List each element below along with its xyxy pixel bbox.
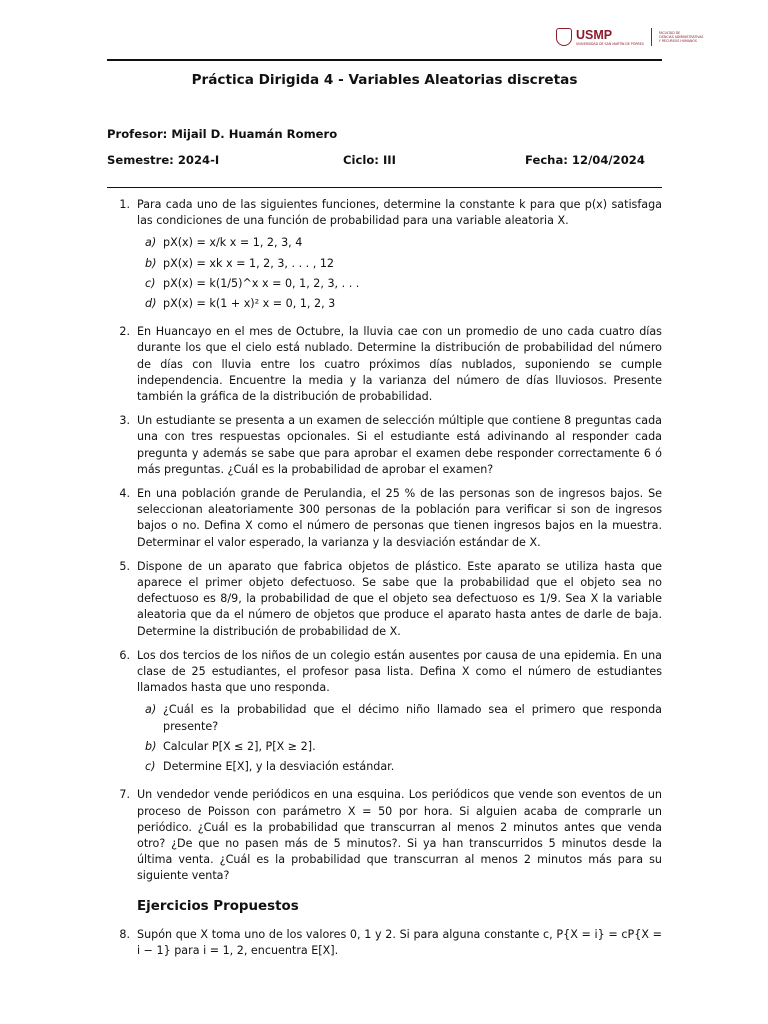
header-rule bbox=[107, 59, 662, 61]
subitem: b) Calcular P[X ≤ 2], P[X ≥ 2]. bbox=[145, 739, 316, 753]
subitem: b) pX(x) = xk x = 1, 2, 3, . . . , 12 bbox=[145, 256, 335, 270]
subitem: a) pX(x) = x/k x = 1, 2, 3, 4 bbox=[145, 236, 303, 250]
subitem: c) Determine E[X], y la desviación estándar. bbox=[145, 760, 395, 774]
problem-list bbox=[107, 197, 662, 967]
problem-2: 2. En Huancayo en el mes de Octubre, la lluvia cae con un promedio de uno cada cuatro días durante los que el cielo está nublado. Determine la distribución de probabilidad del número de días con lluvia entre los cuatro próximos días nublados, suponiendo se cumple independencia. Encuentre la media y la varianza del número de días lluviosos. Presente también la gráfica de la distribución de probabilidad. bbox=[107, 324, 662, 405]
problem-4: 4. En una población grande de Perulandia, el 25 % de las personas son de ingresos bajos. Se seleccionan aleatoriamente 300 personas de la población para verificar si son de ingresos bajos o no. Defina X como el número de personas que tienen ingresos bajos en la muestra. Determinar el valor esperado, la varianza y la desviación estándar de X. bbox=[107, 486, 662, 551]
semestre-line: Semestre: 2024-I bbox=[107, 153, 220, 167]
document-title: Práctica Dirigida 4 - Variables Aleatorias discretas bbox=[191, 72, 578, 88]
logo-text: USMP bbox=[576, 27, 613, 42]
logo-subtitle: UNIVERSIDAD DE SAN MARTÍN DE PORRES bbox=[576, 41, 644, 46]
problem-text: Para cada uno de las siguientes funciones, determine la constante k para que p(x) satisfaga las condiciones de una función de probabilidad para una variable aleatoria X. bbox=[137, 198, 662, 228]
logo-faculty: FACULTAD DE CIENCIAS ADMINISTRATIVAS Y RECURSOS HUMANOS bbox=[658, 31, 704, 43]
problem-text: En una población grande de Perulandia, el 25 % de las personas son de ingresos bajos. Se seleccionan aleatoriamente 300 personas de la población para verificar si son de ingresos bajos o no. Defina X como el número de personas que tienen ingresos bajos en la muestra. Determinar el valor esperado, la varianza y la desviación estándar de X. bbox=[137, 487, 662, 549]
problem-7: 7. Un vendedor vende periódicos en una esquina. Los periódicos que vende son eventos de un proceso de Poisson con parámetro X = 50 por hora. Si alguien acaba de comprarle un periódico. ¿Cuál es la probabilidad que transcurran al menos 2 minutos antes que venda otro? ¿De que no pasen más de 5 minutos?. Si ya han transcurridos 5 minutos desde la última venta. ¿Cuál es la probabilidad que transcurran al menos 2 minutos más para su siguiente venta? bbox=[107, 787, 662, 884]
section-title: Ejercicios Propuestos bbox=[137, 898, 299, 914]
problem-6: 6. Los dos tercios de los niños de un colegio están ausentes por causa de una epidemia. En una clase de 25 estudiantes, el profesor pasa lista. Defina X como el número de estudiantes llamados hasta que uno responda. a) ¿Cuál es la probabilidad que el décimo niño llamado sea el primero que responda presente? b) Calcular P[X ≤ 2], P[X ≥ 2]. c) Determine E[X], y la desviación estándar. bbox=[107, 648, 662, 779]
profesor-line: Profesor: Mijail D. Huamán Romero bbox=[107, 127, 338, 141]
logo-divider bbox=[651, 28, 652, 46]
problem-text: Los dos tercios de los niños de un colegio están ausentes por causa de una epidemia. En una clase de 25 estudiantes, el profesor pasa lista. Defina X como el número de estudiantes llamados hasta que uno responda. bbox=[137, 648, 662, 695]
problem-text: Dispone de un aparato que fabrica objetos de plástico. Este aparato se utiliza hasta que aparece el primer objeto defectuoso. Se sabe que la probabilidad que el objeto sea no defectuoso es 8/9, la probabilidad de que el objeto sea defectuoso es 1/9. Sea X la variable aleatoria que da el número de objetos que produce el aparato hasta antes de darle de baja. Determine la distribución de probabilidad de X. bbox=[137, 559, 662, 638]
problem-text: Un vendedor vende periódicos en una esquina. Los periódicos que vende son eventos de un proceso de Poisson con parámetro X = 50 por hora. Si alguien acaba de comprarle un periódico. ¿Cuál es la probabilidad que transcurran al menos 2 minutos antes que venda otro? ¿De que no pasen más de 5 minutos?. Si ya han transcurridos 5 minutos desde la última venta. ¿Cuál es la probabilidad que transcurran al menos 2 minutos más para su siguiente venta? bbox=[137, 788, 662, 883]
problem-3: 3. Un estudiante se presenta a un examen de selección múltiple que contiene 8 preguntas cada una con tres respuestas opcionales. Si el estudiante está adivinando al responder cada pregunta y además se sabe que para aprobar el examen debe responder correctamente 6 ó más preguntas. ¿Cuál es la probabilidad de aprobar el examen? bbox=[107, 413, 662, 478]
problem-1: 1. Para cada uno de las siguientes funciones, determine la constante k para que p(x) satisfaga las condiciones de una función de probabilidad para una variable aleatoria X. a) pX(x) = x/k x = 1, 2, 3, 4 b) pX(x) = xk x = 1, 2, 3, . . . , 12 c) pX(x) = k(1/5)^x x = 0, 1, 2, 3, . . . d) pX(x) = k(1 + x)² x = 0, 1, 2, 3 bbox=[107, 197, 662, 316]
ciclo-line: Ciclo: III bbox=[343, 153, 396, 167]
university-seal-icon bbox=[556, 28, 572, 46]
university-logo bbox=[556, 28, 705, 46]
problem-text: En Huancayo en el mes de Octubre, la lluvia cae con un promedio de uno cada cuatro días durante los que el cielo está nublado. Determine la distribución de probabilidad del número de días con lluvia entre los cuatro próximos días nublados, suponiendo se cumple independencia. Encuentre la media y la varianza del número de días lluviosos. Presente también la gráfica de la distribución de probabilidad. bbox=[137, 325, 662, 404]
problem-text: Supón que X toma uno de los valores 0, 1 y 2. Si para alguna constante c, P{X = i} = cP{X = i − 1} para i = 1, 2, encuentra E[X]. bbox=[137, 927, 662, 957]
subitem: c) pX(x) = k(1/5)^x x = 0, 1, 2, 3, . . . bbox=[145, 276, 360, 290]
problem-8: 8. Supón que X toma uno de los valores 0, 1 y 2. Si para alguna constante c, P{X = i} = cP{X = i − 1} para i = 1, 2, encuentra E[X]. bbox=[107, 927, 662, 959]
logo-wordmark bbox=[576, 29, 644, 46]
fecha-line: Fecha: 12/04/2024 bbox=[525, 153, 645, 167]
subitem: d) pX(x) = k(1 + x)² x = 0, 1, 2, 3 bbox=[145, 297, 336, 311]
problem-text: Un estudiante se presenta a un examen de selección múltiple que contiene 8 preguntas cada una con tres respuestas opcionales. Si el estudiante está adivinando al responder cada pregunta y además se sabe que para aprobar el examen debe responder correctamente 6 ó más preguntas. ¿Cuál es la probabilidad de aprobar el examen? bbox=[137, 414, 662, 476]
info-rule bbox=[107, 187, 662, 188]
subitem: a) ¿Cuál es la probabilidad que el décimo niño llamado sea el primero que responda presente? bbox=[145, 703, 662, 733]
problem-5: 5. Dispone de un aparato que fabrica objetos de plástico. Este aparato se utiliza hasta que aparece el primer objeto defectuoso. Se sabe que la probabilidad que el objeto sea no defectuoso es 8/9, la probabilidad de que el objeto sea defectuoso es 1/9. Sea X la variable aleatoria que da el número de objetos que produce el aparato hasta antes de darle de baja. Determine la distribución de probabilidad de X. bbox=[107, 559, 662, 640]
